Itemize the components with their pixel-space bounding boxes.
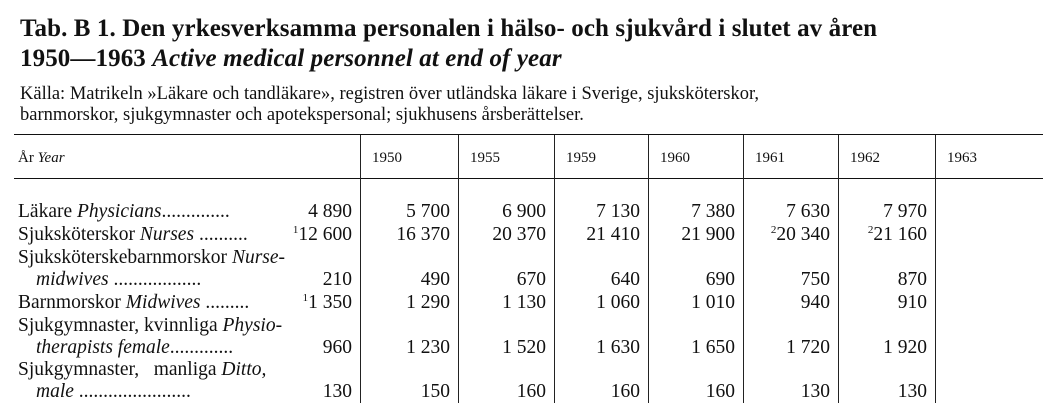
cell-value: 130 — [322, 381, 352, 402]
table-cell — [550, 269, 640, 291]
dot-leader: .............. — [161, 201, 230, 222]
cell-value: 150 — [420, 381, 450, 402]
cell-value: 1 520 — [502, 337, 546, 358]
cell-value: 12 600 — [298, 224, 352, 245]
row-label-continuation — [36, 337, 233, 359]
cell-value: 5 700 — [406, 201, 450, 222]
year-header: 1950 — [372, 150, 402, 166]
cell-value: 1 720 — [786, 337, 830, 358]
table-cell — [837, 201, 927, 223]
table-cell — [550, 292, 640, 314]
cell-value: 7 130 — [596, 201, 640, 222]
row-label-sv: Barnmorskor — [18, 292, 121, 313]
table-cell — [360, 201, 450, 223]
table-cell — [360, 269, 450, 291]
cell-value: 7 970 — [883, 201, 927, 222]
table-cell — [837, 292, 927, 314]
cell-value: 21 160 — [873, 224, 927, 245]
footnote-mark: 2 — [770, 224, 777, 236]
cell-value: 1 130 — [502, 292, 546, 313]
cell-value: 7 380 — [691, 201, 735, 222]
cell-value: 940 — [800, 292, 830, 313]
stub-header-en: Year — [37, 150, 65, 166]
dot-leader: ......... — [205, 292, 250, 313]
year-header: 1963 — [947, 150, 977, 166]
cell-value: 130 — [897, 381, 927, 402]
stub-header-sv: År — [18, 150, 34, 166]
table-cell — [645, 292, 735, 314]
table-cell — [645, 337, 735, 359]
cell-value: 1 350 — [308, 292, 352, 313]
row-label-en: Nurse- — [231, 247, 286, 268]
row-label — [18, 247, 285, 269]
row-label-en: Physicians — [77, 201, 162, 222]
table-cell — [550, 337, 640, 359]
row-label-en: Midwives — [125, 292, 201, 313]
row-label-continuation — [36, 269, 201, 291]
table-cell — [740, 292, 830, 314]
table-top-rule — [14, 134, 1043, 135]
cell-value: 20 370 — [492, 224, 546, 245]
table-cell — [740, 201, 830, 223]
row-label-sv: Sjuksköterskebarnmorskor — [18, 247, 228, 268]
cell-value: 670 — [516, 269, 546, 290]
cell-value: 4 890 — [308, 201, 352, 222]
table-cell — [837, 224, 927, 246]
table-cell — [645, 201, 735, 223]
source-note — [20, 84, 1040, 126]
row-label-en: therapists female — [36, 337, 170, 358]
cell-value: 750 — [800, 269, 830, 290]
cell-value: 490 — [420, 269, 450, 290]
row-label-sv: Sjukgymnaster, kvinnliga — [18, 315, 218, 336]
footnote-mark: 2 — [867, 224, 874, 236]
cell-value: 160 — [705, 381, 735, 402]
cell-value: 160 — [516, 381, 546, 402]
cell-value: 910 — [897, 292, 927, 313]
row-label-en: midwives — [36, 269, 109, 290]
table-cell — [360, 224, 450, 246]
table-cell — [645, 381, 735, 403]
table-cell — [360, 381, 450, 403]
cell-value: 130 — [800, 381, 830, 402]
source-line-2: barnmorskor, sjukgymnaster och apotekspersonal; sjukhusens årsberättelser. — [20, 105, 584, 125]
row-label-en: Ditto, — [221, 359, 267, 380]
table-cell — [740, 224, 830, 246]
cell-value: 21 900 — [681, 224, 735, 245]
table-cell — [262, 201, 352, 223]
row-label — [18, 315, 282, 337]
row-label-continuation — [36, 381, 191, 403]
cell-value: 960 — [322, 337, 352, 358]
column-divider — [935, 135, 936, 403]
row-label — [18, 224, 248, 246]
table-cell — [740, 337, 830, 359]
cell-value: 690 — [705, 269, 735, 290]
table-cell — [550, 201, 640, 223]
table-cell — [262, 269, 352, 291]
cell-value: 1 920 — [883, 337, 927, 358]
cell-value: 210 — [322, 269, 352, 290]
title-years: 1950—1963 — [20, 45, 146, 72]
year-header: 1961 — [755, 150, 785, 166]
cell-value: 1 630 — [596, 337, 640, 358]
table-cell — [740, 381, 830, 403]
cell-value: 6 900 — [502, 201, 546, 222]
cell-value: 160 — [610, 381, 640, 402]
dot-leader: ....................... — [78, 381, 191, 402]
cell-value: 1 230 — [406, 337, 450, 358]
cell-value: 640 — [610, 269, 640, 290]
source-line-1: Källa: Matrikeln »Läkare och tandläkare», registren över utländska läkare i Sverige, sjuksköterskor, — [20, 84, 759, 104]
row-label-en: Physio- — [222, 315, 283, 336]
table-cell — [837, 337, 927, 359]
table-title — [20, 14, 1040, 74]
year-header: 1959 — [566, 150, 596, 166]
table-cell — [456, 269, 546, 291]
row-label — [18, 201, 230, 223]
row-label-en: Nurses — [139, 224, 195, 245]
cell-value: 1 290 — [406, 292, 450, 313]
row-label-sv: Sjuksköterskor — [18, 224, 135, 245]
title-line-1: Tab. B 1. Den yrkesverksamma personalen i hälso- och sjukvård i slutet av åren — [20, 15, 878, 42]
table-cell — [645, 269, 735, 291]
table-cell — [645, 224, 735, 246]
table-cell — [740, 269, 830, 291]
dot-leader: .......... — [198, 224, 248, 245]
year-header: 1962 — [850, 150, 880, 166]
cell-value: 16 370 — [396, 224, 450, 245]
stub-header — [18, 150, 65, 167]
table-cell — [550, 381, 640, 403]
table-cell — [456, 292, 546, 314]
cell-value: 20 340 — [776, 224, 830, 245]
table-cell — [456, 381, 546, 403]
title-line-2 — [20, 44, 1040, 74]
table-cell — [262, 224, 352, 246]
table-cell — [262, 381, 352, 403]
table-cell — [837, 381, 927, 403]
dot-leader: .................. — [113, 269, 202, 290]
cell-value: 1 060 — [596, 292, 640, 313]
table-cell — [550, 224, 640, 246]
row-label-sv: Läkare — [18, 201, 73, 222]
title-english: Active medical personnel at end of year — [152, 45, 562, 72]
cell-value: 7 630 — [786, 201, 830, 222]
footnote-mark: 1 — [302, 292, 309, 304]
table-cell — [262, 292, 352, 314]
cell-value: 21 410 — [586, 224, 640, 245]
header-bottom-rule — [14, 178, 1043, 179]
table-cell — [456, 337, 546, 359]
row-label — [18, 359, 266, 381]
footnote-mark: 1 — [292, 224, 299, 236]
table-cell — [456, 201, 546, 223]
year-header: 1955 — [470, 150, 500, 166]
table-cell — [837, 269, 927, 291]
row-label-en: male — [36, 381, 74, 402]
year-header: 1960 — [660, 150, 690, 166]
table-cell — [262, 337, 352, 359]
table-cell — [360, 292, 450, 314]
row-label — [18, 292, 249, 314]
dot-leader: ............. — [169, 337, 234, 358]
cell-value: 1 650 — [691, 337, 735, 358]
cell-value: 1 010 — [691, 292, 735, 313]
row-label-sv: Sjukgymnaster, manliga — [18, 359, 217, 380]
table-cell — [360, 337, 450, 359]
cell-value: 870 — [897, 269, 927, 290]
table-cell — [456, 224, 546, 246]
